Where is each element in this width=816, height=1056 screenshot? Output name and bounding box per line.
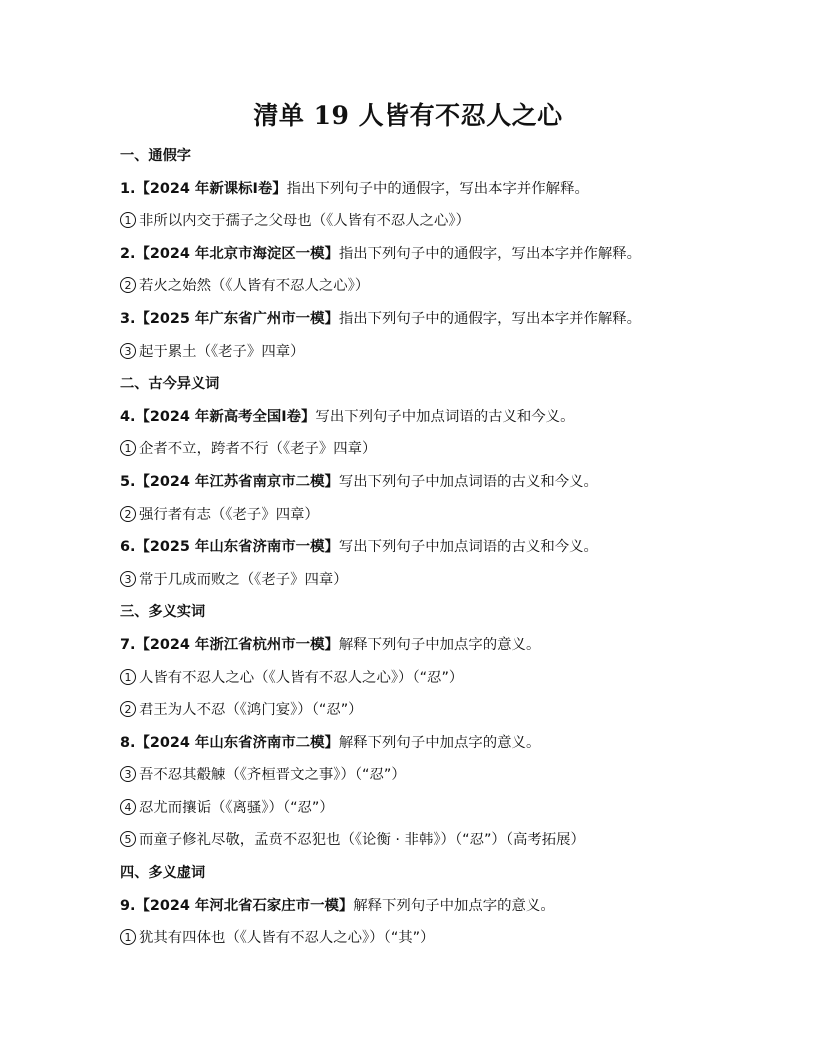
question-number: 3. [120,310,136,327]
question-line [120,401,720,434]
question-source: 【2025 年山东省济南市一模】 [135,539,339,556]
section-heading: 四、多义虚词 [120,865,206,882]
question-number: 6. [120,539,136,556]
sentence-text: 若火之始然（《人皆有不忍人之心》） [139,278,370,295]
question-number: 9. [120,897,136,914]
page-title: 清单 19 人皆有不忍人之心 [253,101,563,130]
question-source: 【2024 年新高考全国Ⅰ卷】 [135,408,316,425]
question-text: 写出下列句子中加点词语的古义和今义。 [315,408,575,425]
question-text: 写出下列句子中加点词语的古义和今义。 [338,473,598,490]
question-line [120,238,720,271]
circled-number: 1 [120,212,136,228]
sentence-item [120,499,720,532]
sentence-item [120,270,720,303]
sentence-item [120,922,720,955]
question-source: 【2024 年江苏省南京市二模】 [135,473,339,490]
question-source: 【2024 年北京市海淀区一模】 [135,245,339,262]
question-line [120,466,720,499]
question-line [120,890,720,923]
sentence-text: 而童子修礼尽敬，孟贲不忍犯也（《论衡 · 非韩》）（“忍”）（高考拓展） [139,832,585,849]
sentence-text: 犹其有四体也（《人皆有不忍人之心》）（“其”） [139,930,435,947]
sentence-item [120,336,720,369]
question-source: 【2025 年广东省广州市一模】 [135,310,339,327]
question-line [120,531,720,564]
content-list [120,140,720,955]
circled-number: 2 [120,506,136,522]
question-line [120,727,720,760]
section-heading: 三、多义实词 [120,604,206,621]
question-number: 4. [120,408,136,425]
question-text: 解释下列句子中加点字的意义。 [338,636,541,653]
question-number: 5. [120,473,136,490]
sentence-text: 起于累土（《老子》四章） [139,343,305,360]
sentence-text: 吾不忍其觳觫（《齐桓晋文之事》）（“忍”） [139,767,406,784]
question-text: 解释下列句子中加点字的意义。 [338,734,541,751]
question-number: 1. [120,180,136,197]
sentence-item [120,694,720,727]
question-line [120,303,720,336]
circled-number: 5 [120,831,136,847]
question-source: 【2024 年新课标Ⅰ卷】 [135,180,287,197]
circled-number: 3 [120,343,136,359]
question-source: 【2024 年河北省石家庄市一模】 [135,897,354,914]
sentence-item [120,662,720,695]
question-line [120,173,720,206]
circled-number: 2 [120,701,136,717]
question-text: 写出下列句子中加点词语的古义和今义。 [338,539,598,556]
question-number: 8. [120,734,136,751]
circled-number: 1 [120,440,136,456]
circled-number: 1 [120,669,136,685]
sentence-item [120,824,720,857]
sentence-text: 忍尤而攘诟（《离骚》）（“忍”） [139,799,334,816]
sentence-text: 企者不立，跨者不行（《老子》四章） [139,441,377,458]
question-text: 指出下列句子中的通假字，写出本字并作解释。 [338,245,642,262]
section-heading: 一、通假字 [120,148,191,164]
sentence-text: 人皆有不忍人之心（《人皆有不忍人之心》）（“忍”） [139,669,464,686]
sentence-item [120,792,720,825]
sentence-text: 非所以内交于孺子之父母也（《人皆有不忍人之心》） [139,213,470,230]
circled-number: 4 [120,799,136,815]
question-source: 【2024 年浙江省杭州市一模】 [135,636,339,653]
question-text: 指出下列句子中的通假字，写出本字并作解释。 [338,310,642,327]
question-number: 2. [120,245,136,262]
sentence-text: 强行者有志（《老子》四章） [139,506,319,523]
sentence-item [120,759,720,792]
circled-number: 2 [120,277,136,293]
section-heading: 二、古今异义词 [120,376,220,393]
circled-number: 3 [120,766,136,782]
question-text: 指出下列句子中的通假字，写出本字并作解释。 [286,180,589,197]
question-number: 7. [120,636,136,653]
sentence-item [120,433,720,466]
sentence-item [120,564,720,597]
sentence-text: 君王为人不忍（《鸿门宴》）（“忍”） [139,702,363,719]
circled-number: 1 [120,929,136,945]
question-source: 【2024 年山东省济南市二模】 [135,734,339,751]
sentence-text: 常于几成而败之（《老子》四章） [139,571,348,588]
sentence-item [120,205,720,238]
question-text: 解释下列句子中加点字的意义。 [353,897,555,914]
question-line [120,629,720,662]
circled-number: 3 [120,571,136,587]
